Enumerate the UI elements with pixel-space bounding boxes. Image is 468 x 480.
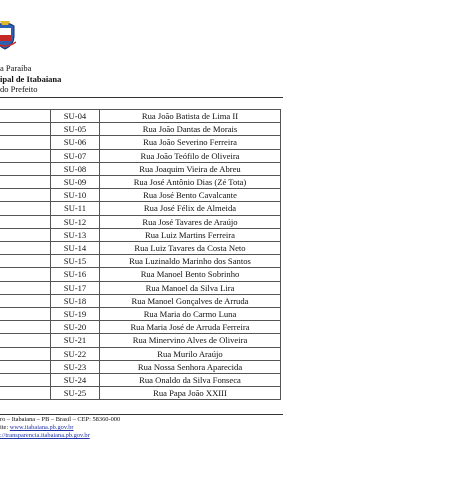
street-code: SU-04 xyxy=(51,110,100,123)
table-row xyxy=(0,176,281,189)
table-row xyxy=(0,162,281,175)
street-code: SU-15 xyxy=(51,255,100,268)
site-link[interactable]: www.itabaiana.pb.gov.br xyxy=(9,424,74,432)
street-code: SU-21 xyxy=(51,334,100,347)
street-table-body xyxy=(0,110,281,400)
street-code: SU-06 xyxy=(51,136,100,149)
blank-cell xyxy=(0,202,51,215)
letterhead xyxy=(0,63,61,95)
street-code: SU-14 xyxy=(51,242,100,255)
table-row xyxy=(0,255,281,268)
blank-cell xyxy=(0,360,51,373)
blank-cell xyxy=(0,268,51,281)
blank-cell xyxy=(0,149,51,162)
footer-site xyxy=(0,424,120,432)
footer xyxy=(0,416,120,441)
table-row xyxy=(0,136,281,149)
table-row xyxy=(0,334,281,347)
table-row xyxy=(0,202,281,215)
street-code: SU-09 xyxy=(51,176,100,189)
street-name: Rua Manoel Gonçalves de Arruda xyxy=(100,294,281,307)
street-name: Rua Maria José de Arruda Ferreira xyxy=(100,321,281,334)
street-code: SU-05 xyxy=(51,123,100,136)
street-name: Rua João Batista de Lima II xyxy=(100,110,281,123)
table-row xyxy=(0,387,281,400)
blank-cell xyxy=(0,334,51,347)
table-row xyxy=(0,347,281,360)
blank-cell xyxy=(0,228,51,241)
street-table xyxy=(0,109,281,400)
table-row xyxy=(0,123,281,136)
street-name: Rua José Félix de Almeida xyxy=(100,202,281,215)
letterhead-state: a Paraíba xyxy=(0,63,32,73)
blank-cell xyxy=(0,281,51,294)
street-code: SU-12 xyxy=(51,215,100,228)
table-row xyxy=(0,149,281,162)
street-code: SU-23 xyxy=(51,360,100,373)
street-name: Rua João Severino Ferreira xyxy=(100,136,281,149)
table-row xyxy=(0,374,281,387)
blank-cell xyxy=(0,255,51,268)
street-name: Rua Papa João XXIII xyxy=(100,387,281,400)
street-name: Rua José Bento Cavalcante xyxy=(100,189,281,202)
street-name: Rua Maria do Carmo Luna xyxy=(100,308,281,321)
blank-cell xyxy=(0,215,51,228)
street-code: SU-10 xyxy=(51,189,100,202)
blank-cell xyxy=(0,308,51,321)
table-row xyxy=(0,321,281,334)
street-name: Rua Manoel Bento Sobrinho xyxy=(100,268,281,281)
blank-cell xyxy=(0,242,51,255)
table-row xyxy=(0,281,281,294)
table-row xyxy=(0,228,281,241)
street-name: Rua Manoel da Silva Lira xyxy=(100,281,281,294)
street-name: Rua Joaquim Vieira de Abreu xyxy=(100,162,281,175)
letterhead-municipality: ipal de Itabaiana xyxy=(0,73,62,84)
blank-cell xyxy=(0,189,51,202)
street-code: SU-17 xyxy=(51,281,100,294)
blank-cell xyxy=(0,387,51,400)
blank-cell xyxy=(0,136,51,149)
street-code: SU-13 xyxy=(51,228,100,241)
street-code: SU-20 xyxy=(51,321,100,334)
footer-transparency xyxy=(0,432,120,440)
street-code: SU-08 xyxy=(51,162,100,175)
street-name: Rua José Antônio Dias (Zé Tota) xyxy=(100,176,281,189)
street-code: SU-25 xyxy=(51,387,100,400)
blank-cell xyxy=(0,176,51,189)
table-row xyxy=(0,294,281,307)
street-code: SU-18 xyxy=(51,294,100,307)
street-name: Rua Luiz Martins Ferreira xyxy=(100,228,281,241)
street-name: Rua João Dantas de Morais xyxy=(100,123,281,136)
street-code: SU-07 xyxy=(51,149,100,162)
blank-cell xyxy=(0,294,51,307)
street-name: Rua Onaldo da Silva Fonseca xyxy=(100,374,281,387)
street-name: Rua João Teófilo de Oliveira xyxy=(100,149,281,162)
footer-divider xyxy=(0,414,283,415)
street-code: SU-24 xyxy=(51,374,100,387)
table-row xyxy=(0,360,281,373)
street-name: Rua Luzinaldo Marinho dos Santos xyxy=(100,255,281,268)
table-row xyxy=(0,189,281,202)
street-code: SU-22 xyxy=(51,347,100,360)
blank-cell xyxy=(0,347,51,360)
street-name: Rua Nossa Senhora Aparecida xyxy=(100,360,281,373)
letterhead-office: do Prefeito xyxy=(0,84,38,94)
table-row xyxy=(0,268,281,281)
table-row xyxy=(0,215,281,228)
street-name: Rua Murilo Araújo xyxy=(100,347,281,360)
blank-cell xyxy=(0,321,51,334)
table-row xyxy=(0,308,281,321)
blank-cell xyxy=(0,110,51,123)
table-row xyxy=(0,110,281,123)
footer-address: ro – Itabaiana – PB – Brasil – CEP: 58360-000 xyxy=(0,416,121,423)
blank-cell xyxy=(0,162,51,175)
street-code: SU-19 xyxy=(51,308,100,321)
street-name: Rua Minervino Alves de Oliveira xyxy=(100,334,281,347)
header-divider xyxy=(0,97,283,98)
street-code: SU-16 xyxy=(51,268,100,281)
footer-site-prefix: ite: xyxy=(0,424,10,432)
blank-cell xyxy=(0,374,51,387)
street-name: Rua José Tavares de Araújo xyxy=(100,215,281,228)
table-row xyxy=(0,242,281,255)
blank-cell xyxy=(0,123,51,136)
street-code: SU-11 xyxy=(51,202,100,215)
coat-of-arms-icon xyxy=(0,20,16,50)
transparency-link[interactable]: ://transparencia.itabaiana.pb.gov.br xyxy=(0,432,90,440)
street-name: Rua Luiz Tavares da Costa Neto xyxy=(100,242,281,255)
